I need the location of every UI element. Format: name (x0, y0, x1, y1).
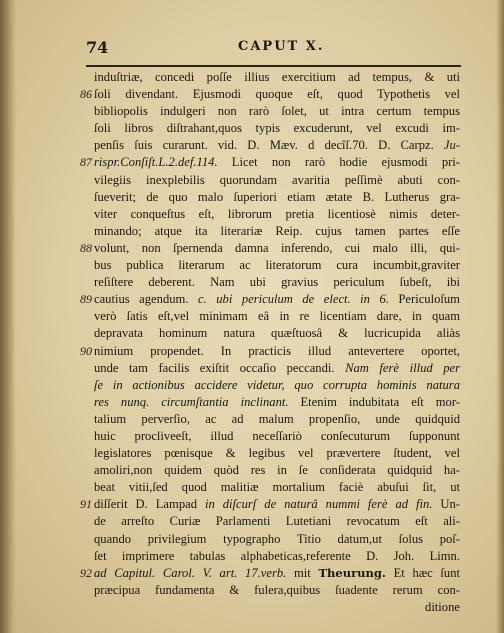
text-span: verò ſatis eſt,vel minimam eâ in re licentiam dare, in quam (94, 309, 460, 324)
text-line (94, 223, 460, 240)
text-line (94, 445, 460, 462)
page-binding-shadow (0, 0, 16, 633)
italic-citation: in diſcurſ de naturâ nummi ferè ad fin. (204, 497, 433, 512)
italic-citation: rispr.Conſiſt.L.2.def.114. (94, 155, 218, 170)
text-span: bibliopolis indulgeri non rarò ſolet, ut intra certum tempus (94, 104, 460, 119)
italic-citation: res nunq. circumſtantia inclinant. (94, 394, 289, 409)
text-line (94, 69, 460, 86)
text-span: amoliri,non quidem quòd res in ſe conſiderata quidquid ha- (94, 463, 460, 478)
text-span: cautius agendum. (94, 292, 198, 307)
text-line (94, 360, 460, 377)
text-line (94, 462, 460, 479)
text-span: Periculoſum (388, 292, 460, 307)
text-line (94, 120, 460, 137)
page-number: 74 (86, 38, 109, 57)
marginal-number: 86 (80, 87, 92, 102)
italic-citation: Nam ferè illud per (345, 360, 460, 375)
text-line (80, 86, 460, 103)
text-span: unde tam facilis exiſtit occaſio peccandi. (94, 360, 346, 375)
text-line (80, 496, 460, 513)
text-line (94, 137, 460, 154)
running-head: CAPUT X. (238, 39, 325, 54)
text-line (94, 325, 460, 342)
text-line (94, 513, 460, 530)
italic-citation: Ju- (443, 138, 460, 153)
body-text (80, 69, 461, 616)
text-line (94, 103, 460, 120)
italic-citation: ad Capitul. Carol. V. art. 17.verb. (94, 565, 287, 580)
text-line (94, 172, 460, 189)
marginal-number: 92 (80, 565, 92, 580)
text-line (94, 394, 460, 411)
text-line (80, 565, 461, 582)
text-span: minando; atque ita literariæ Reip. cujus tamen partes eſſe (94, 223, 460, 238)
text-span: talium perverſio, ac ad malum propenſio, unde quidquid (94, 411, 460, 426)
text-span: legislatores pœnisque & legibus vel prævertere ſtudent, vel (94, 446, 460, 461)
text-span: ſet imprimere tabulas alphabeticas,referente D. Joh. Limn. (94, 548, 460, 563)
text-line (94, 531, 460, 548)
text-line (80, 343, 460, 360)
text-span: beat vitii,ſed quod malitiæ mortalium faciè abuſui ſit, ut (94, 480, 460, 495)
page-edge-shadow (496, 0, 504, 633)
text-span: præcipua fundamenta & fulera,quibus ſuadente rerum con- (94, 582, 460, 597)
page-header (86, 38, 461, 62)
italic-citation: c. ubi periculum de elect. in 6. (197, 292, 389, 307)
text-line (94, 548, 460, 565)
text-span: Etenim indubitata eſt mor- (288, 394, 460, 409)
text-span: Licet non rarò hodie ejusmodi pri- (217, 155, 460, 170)
text-line (94, 257, 460, 274)
text-line (94, 377, 460, 394)
text-span: de arreſto Curiæ Parlamenti Lutetiani revocatum eſt ali- (94, 514, 460, 529)
text-line (80, 154, 460, 171)
text-span: diſſerit D. Lampad (94, 497, 205, 512)
text-span: depravata hominum natura quæſtuosâ & lucricupida aliàs (94, 326, 460, 341)
text-line (80, 291, 460, 308)
text-span: ſoli divendant. Ejusmodi quoque eſt, quod Typothetis vel (94, 87, 460, 102)
text-span: Un- (432, 497, 460, 512)
text-span: vilegiis inexplebilis quorundam avaritia peſſimè abuti con- (94, 172, 460, 187)
text-line (94, 582, 460, 599)
text-span: bus publica literarum ac literatorum cura incumbit,graviter (94, 258, 460, 273)
blackletter-word: Theurung. (318, 565, 386, 580)
text-line (94, 274, 460, 291)
text-line (94, 428, 460, 445)
marginal-number: 87 (80, 155, 92, 170)
text-line (94, 308, 460, 325)
text-span: penſis ſuis curarunt. vid. D. Mæv. d decîſ.70. D. Carpz. (94, 138, 444, 153)
marginal-number: 89 (80, 292, 92, 307)
marginal-number: 90 (80, 343, 92, 358)
text-span: huic procliveeſt, illud neceſſariò conſecuturum ſupponunt (94, 428, 460, 443)
marginal-number: 91 (80, 497, 92, 512)
text-span: viter conqueſtus eſt, librorum pretia licentiosè nimis deter- (94, 206, 460, 221)
italic-citation: ſe in actionibus accidere videtur, quo corrupta hominis natura (94, 377, 460, 392)
text-span: ditione (425, 599, 460, 614)
text-line (80, 240, 460, 257)
text-span: ſoli libros diſtrahant,quos typis excuderunt, vel excudi im- (94, 121, 460, 136)
text-line (94, 189, 460, 206)
text-span: nimium propendet. In practicis illud antevertere oportet, (94, 343, 460, 358)
text-span: induſtriæ, concedi poſſe illius exercitium ad tempus, & uti (94, 70, 460, 84)
text-span: reſiſtere deberent. Nam ubi gravius periculum ſubeſt, ibi (94, 275, 460, 290)
text-span: ſueverit; de quo malo ſuperiori etiam ætate B. Lutherus gra- (94, 189, 460, 204)
text-span: Et hæc ſunt (385, 565, 461, 580)
header-rule (86, 65, 461, 67)
marginal-number: 88 (80, 240, 92, 255)
text-line (94, 206, 460, 223)
text-line (94, 599, 460, 616)
text-span: mit (286, 565, 319, 580)
text-span: quando privilegium typographo Titio datum,ut ſolus poſ- (94, 531, 460, 546)
text-span: volunt, non ſpernenda damna inferendo, cui malo illi, qui- (94, 240, 460, 255)
text-line (94, 411, 460, 428)
text-line (94, 479, 460, 496)
